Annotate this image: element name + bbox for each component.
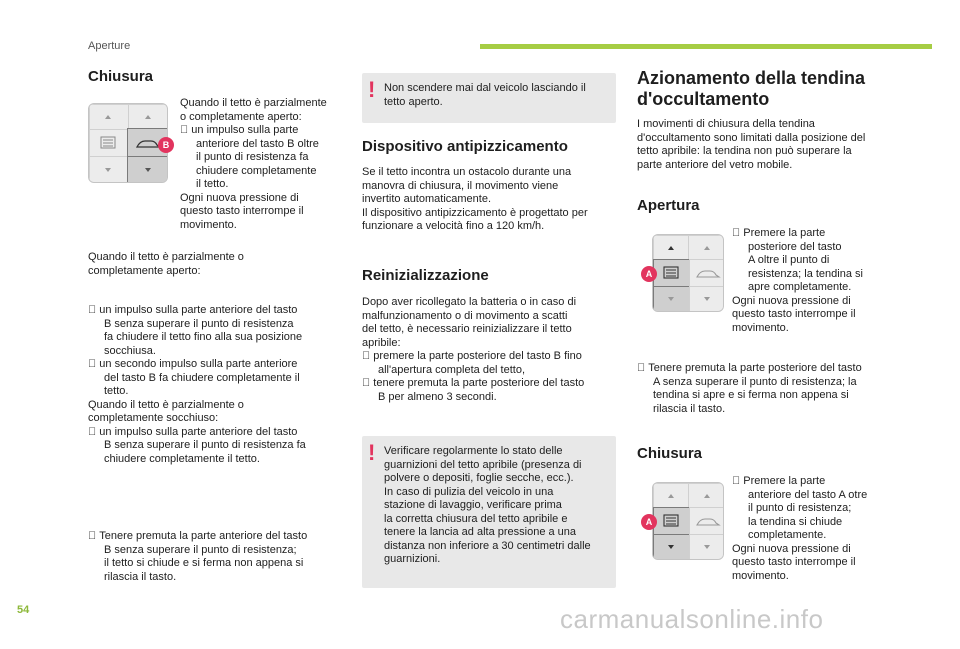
button-a-badge: A (641, 514, 657, 530)
sunroof-control-panel-icon (88, 103, 168, 183)
arrow-up-icon (668, 246, 710, 250)
blind-closing-title: Chiusura (637, 445, 703, 462)
arrow-up-icon (105, 115, 151, 119)
closing-title: Chiusura (88, 68, 154, 85)
arrow-down-icon (668, 297, 710, 301)
antipinch-text: Se il tetto incontra un ostacolo durante una manovra di chiusura, il movimento viene invertito automaticamente. Il dispositivo antipizzicamento è progettato per funzionare a velocità fino a 120 km/h. (362, 166, 588, 232)
arrow-up-icon (668, 494, 710, 498)
reinit-text: Dopo aver ricollegato la batteria o in caso di malfunzionamento o di movimento a scatti del tetto, è necessario reinizializzare il tetto apribile: premere la parte posteriore del tasto B fino all'apertura completa del tetto, tenere premuta la parte posteriore del tasto B per almeno 3 secondi. (362, 296, 577, 403)
closing-blind-side-text: Premere la parte anteriore del tasto A otre il punto di resistenza; la tendina si chiude completamente. Ogni nuova pressione di questo tasto interrompe il movimento. (732, 475, 868, 582)
watermark: carmanualsonline.info (560, 604, 824, 634)
blind-intro: I movimenti di chiusura della tendina d'occultamento sono limitati dalla posizione del tetto apribile: la tendina non può superare la parte anteriore del vetro mobile. (637, 118, 866, 171)
warning-exclamation-icon: ! (368, 77, 376, 102)
warning-box-open-roof: ! Non scendere mai dal veicolo lasciando il tetto aperto. (362, 73, 616, 123)
button-b-badge: B (158, 137, 174, 153)
button-a-badge: A (641, 266, 657, 282)
warning-box-seals: ! Verificare regolarmente lo stato delle guarnizioni del tetto apribile (presenza di polvere o depositi, foglie secche, ecc.). In caso di pulizia del veicolo in una stazione di lavaggio, verificare prima la corretta chiusura del tetto apribile e tenere la lancia ad alta pressione a una distanza non inferiore a 30 centimetri dalle guarnizioni. (362, 436, 616, 588)
blind-heading: Azionamento della tendina d'occultamento (637, 68, 866, 109)
sunroof-control-panel-icon (652, 234, 724, 312)
section-accent-bar (480, 44, 932, 49)
sunroof-icon (137, 141, 160, 147)
warning-exclamation-icon: ! (368, 440, 376, 465)
section-label: Aperture (88, 40, 131, 52)
closing-para-1: Quando il tetto è parzialmente o completamente aperto: (88, 251, 244, 277)
closing-para-3: Tenere premuta la parte anteriore del tasto B senza superare il punto di resistenza; il tetto si chiude e si ferma non appena si rilascia il tasto. (88, 530, 304, 583)
antipinch-title: Dispositivo antipizzicamento (362, 138, 568, 155)
sunroof-icon (697, 271, 719, 277)
arrow-down-icon (668, 545, 710, 549)
opening-title: Apertura (637, 197, 700, 214)
sun-blind-icon (664, 267, 678, 278)
reinit-title: Reinizializzazione (362, 267, 489, 284)
opening-side-text: Premere la parte posteriore del tasto A oltre il punto di resistenza; la tendina si apre completamente. Ogni nuova pressione di questo tasto interrompe il movimento. (732, 227, 863, 334)
closing-para-2: un impulso sulla parte anteriore del tasto B senza superare il punto di resistenza fa chiudere il tetto fino alla sua posizione socchiusa. un secondo impulso sulla parte anteriore del tasto B fa chiudere completamente il tetto. Quando il tetto è parzialmente o completamente socchiuso: un impulso sulla parte anteriore del tasto B senza superare il punto di resistenza fa chiudere completamente il tetto. (88, 304, 306, 465)
closing-side-text: Quando il tetto è parzialmente o completamente aperto: un impulso sulla parte anteriore del tasto B oltre il punto di resistenza fa chiudere completamente il tetto. Ogni nuova pressione di questo tasto interrompe il movimento. (180, 97, 327, 231)
sun-blind-icon (664, 515, 678, 526)
arrow-down-icon (105, 168, 151, 172)
sunroof-icon (697, 519, 719, 525)
page-number: 54 (17, 604, 30, 616)
sun-blind-icon (101, 137, 115, 148)
sunroof-control-panel-icon (652, 482, 724, 560)
opening-text: Tenere premuta la parte posteriore del tasto A senza superare il punto di resistenza; la tendina si apre e si ferma non appena si rilascia il tasto. (637, 362, 857, 415)
